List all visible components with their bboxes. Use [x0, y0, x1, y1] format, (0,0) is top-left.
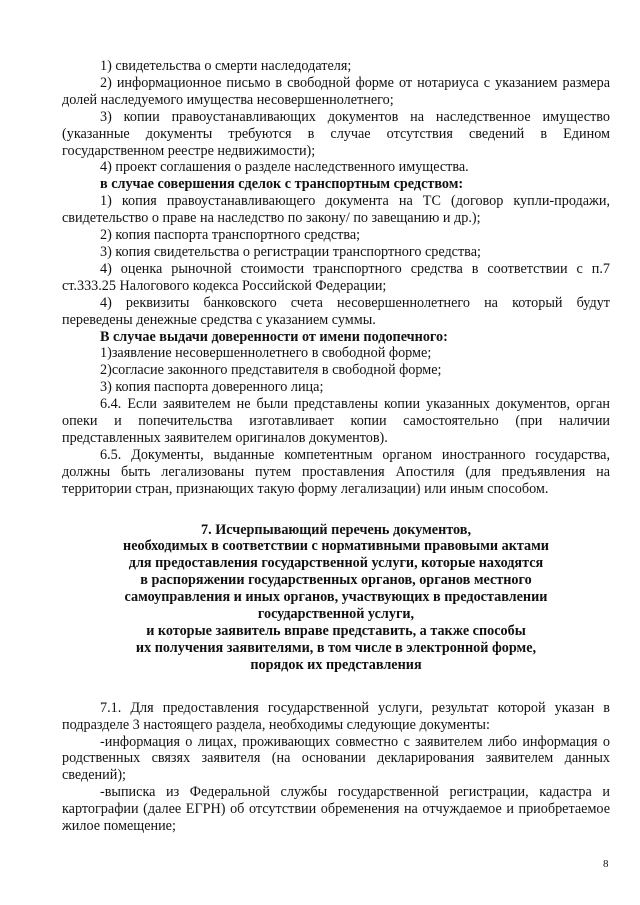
paragraph: 3) копия свидетельства о регистрации транспортного средства; [100, 243, 481, 260]
heading-line: порядок их представления [250, 656, 422, 673]
paragraph-list-before [62, 58, 610, 498]
heading-line: их получения заявителями, в том числе в электронной форме, [135, 639, 537, 656]
paragraph: 2) информационное письмо в свободной форме от нотариуса с указанием размера долей наследуемого имущества несовершеннолетнего; [62, 74, 610, 108]
heading-line: необходимых в соответствии с нормативными правовыми актами [123, 538, 549, 555]
paragraph-bold: В случае выдачи доверенности от имени подопечного: [100, 328, 448, 345]
heading-line: государственной услуги, [257, 606, 415, 623]
paragraph: -информация о лицах, проживающих совместно с заявителем либо информация о родственных связях заявителя (на основании декларирования заявителем данных сведений); [62, 733, 610, 784]
page-number: 8 [603, 858, 609, 870]
paragraph-bold: в случае совершения сделок с транспортным средством: [100, 176, 464, 193]
paragraph: 4) реквизиты банковского счета несовершеннолетнего на который будут переведены денежные средства с указанием суммы. [62, 294, 610, 328]
heading-line: и которые заявитель вправе представить, а также способы [146, 623, 526, 639]
paragraph: 4) проект соглашения о разделе наследственного имущества. [100, 159, 469, 176]
paragraph: 3) копии правоустанавливающих документов на наследственное имущество (указанные документы требуются в случае отсутствия сведений в Едином государственном реестре недвижимости); [62, 108, 610, 159]
section-heading [62, 522, 610, 674]
document-page [62, 58, 610, 835]
paragraph-list-after [62, 700, 610, 835]
paragraph: 2) копия паспорта транспортного средства; [100, 227, 361, 244]
paragraph: 6.5. Документы, выданные компетентным органом иностранного государства, должны быть легализованы путем проставления Апостиля (для предъявления на территории стран, признающих такую форму легализации) или иным способом. [62, 446, 610, 497]
paragraph: 1) свидетельства о смерти наследодателя; [100, 58, 352, 74]
heading-line: для предоставления государственной услуги, которые находятся [128, 555, 544, 572]
paragraph: 2)согласие законного представителя в свободной форме; [100, 362, 442, 379]
paragraph: 6.4. Если заявителем не были представлены копии указанных документов, орган опеки и попечительства изготавливает копии самостоятельно (при наличии представленных заявителем оригиналов документов). [62, 396, 610, 446]
paragraph: -выписка из Федеральной службы государственной регистрации, кадастра и картографии (далее ЕГРН) об отсутствии обременения на отчуждаемое и приобретаемое жилое помещение; [62, 784, 610, 835]
paragraph: 7.1. Для предоставления государственной услуги, результат которой указан в подразделе 3 настоящего раздела, необходимы следующие документы: [62, 699, 610, 733]
heading-line: 7. Исчерпывающий перечень документов, [201, 521, 471, 538]
heading-line: в распоряжении государственных органов, органов местного [140, 572, 532, 589]
paragraph: 3) копия паспорта доверенного лица; [100, 379, 324, 396]
heading-line: самоуправления и иных органов, участвующих в предоставлении [124, 589, 548, 606]
paragraph: 1) копия правоустанавливающего документа на ТС (договор купли-продажи, свидетельство о праве на наследство по закону/ по завещанию и др.); [62, 193, 610, 227]
paragraph: 4) оценка рыночной стоимости транспортного средства в соответствии с п.7 ст.333.25 Налогового кодекса Российской Федерации; [62, 260, 610, 294]
paragraph: 1)заявление несовершеннолетнего в свободной форме; [100, 345, 432, 362]
